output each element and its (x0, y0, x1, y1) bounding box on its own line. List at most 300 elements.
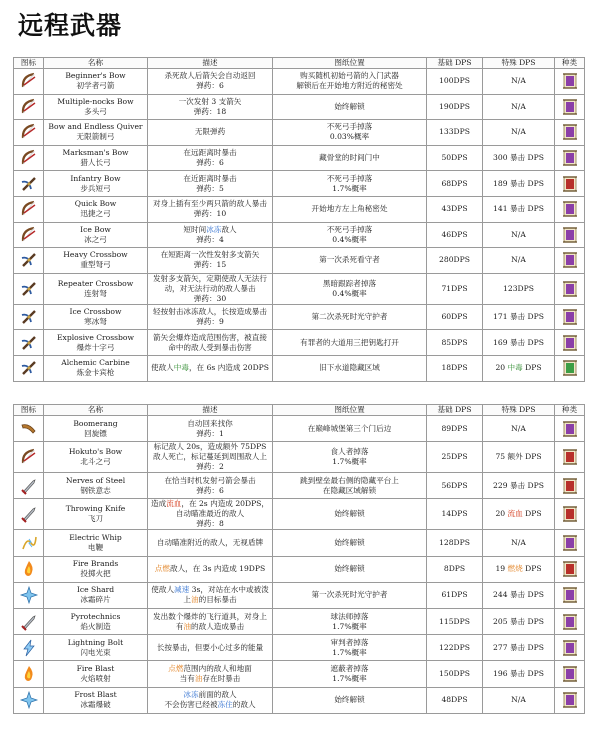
location-text: 遮蔽者掉落 (330, 663, 369, 673)
weapon-icon-cell (14, 416, 44, 442)
description-text: 冰冻 (206, 224, 222, 234)
special-dps-cell (483, 608, 555, 634)
kind-cell (555, 473, 585, 499)
blueprint-location-cell (273, 530, 427, 556)
location-line (275, 612, 424, 622)
special-dps-text: 229 暴击 DPS (493, 480, 544, 490)
location-line (275, 564, 424, 574)
location-line (275, 102, 424, 112)
description-text: 不会伤害已经被 (164, 700, 218, 710)
weapon-icon-cell (14, 273, 44, 304)
knife-weapon-icon (14, 612, 43, 632)
special-dps-text: N/A (511, 101, 526, 111)
weapon-description-cell (148, 273, 273, 304)
special-dps-text: 189 暴击 DPS (493, 178, 544, 188)
location-text: 在巅峰城堡第三个门后边 (307, 423, 392, 433)
weapon-english-name: Multiple-nocks Bow (57, 96, 134, 106)
ranged-weapons-table-2 (13, 404, 585, 714)
blueprint-location-cell (273, 661, 427, 687)
special-dps-text: N/A (511, 229, 526, 239)
description-text: 存在时暴击 (202, 673, 241, 683)
location-text: 1.7%概率 (332, 647, 367, 657)
weapon-name-cell (44, 687, 148, 713)
weapon-description-cell (148, 304, 273, 330)
weapon-english-name: Quick Bow (74, 199, 117, 209)
kind-cell (555, 355, 585, 381)
blueprint-scroll-icon (555, 199, 584, 219)
description-line (150, 643, 270, 653)
description-text: 一次发射 3 支箭矢 (178, 96, 242, 106)
weapon-chinese-name: 连射弩 (84, 288, 107, 298)
special-dps-cell (483, 556, 555, 582)
blueprint-location-cell (273, 304, 427, 330)
special-dps-cell (483, 330, 555, 356)
weapon-name-cell (44, 196, 148, 222)
weapon-name-cell (44, 635, 148, 661)
description-text: 的敌人 (232, 700, 256, 710)
blueprint-scroll-icon (555, 358, 584, 378)
blueprint-scroll-icon (555, 612, 584, 632)
kind-cell (555, 273, 585, 304)
weapon-name-cell (44, 171, 148, 197)
description-line (150, 419, 270, 429)
weapon-english-name: Infantry Bow (70, 173, 121, 183)
weapon-description-cell (148, 442, 273, 473)
kind-cell (555, 196, 585, 222)
description-text: 敌人 (221, 224, 237, 234)
weapon-english-name: Repeater Crossbow (57, 278, 134, 288)
weapon-description-cell (148, 248, 273, 274)
kind-cell (555, 248, 585, 274)
description-line (150, 486, 270, 496)
weapon-chinese-name: 炼金卡宾枪 (76, 368, 115, 378)
description-line (150, 209, 270, 219)
special-dps-cell (483, 171, 555, 197)
location-line (275, 695, 424, 705)
weapon-chinese-name: 多头弓 (84, 106, 107, 116)
location-text: 0.03%概率 (329, 132, 370, 142)
weapon-chinese-name: 投掷火把 (80, 569, 111, 579)
description-line (150, 595, 270, 605)
location-text: 0.4%概率 (332, 234, 367, 244)
description-text: 范围内的敌人和地面 (183, 663, 252, 673)
location-line (275, 153, 424, 163)
special-dps-text: N/A (511, 695, 526, 705)
weapon-description-cell (148, 196, 273, 222)
table-row (14, 273, 585, 304)
description-line (150, 107, 270, 117)
blueprint-location-cell (273, 608, 427, 634)
header-description: 描述 (148, 58, 273, 69)
description-text: 弹药：10 (193, 209, 227, 219)
table-row (14, 416, 585, 442)
description-text: 油 (191, 595, 199, 605)
weapon-english-name: Hokuto's Bow (68, 447, 123, 457)
kind-cell (555, 556, 585, 582)
description-text: 无限弹药 (194, 127, 226, 137)
weapon-icon-cell (14, 530, 44, 556)
location-line (275, 424, 424, 434)
base-dps-cell: 43DPS (427, 196, 483, 222)
special-dps-cell (483, 442, 555, 473)
location-text: 第二次杀死时光守护者 (311, 312, 388, 322)
kind-cell (555, 608, 585, 634)
weapon-icon-cell (14, 473, 44, 499)
weapon-name-cell (44, 94, 148, 120)
description-line (150, 442, 270, 452)
special-dps-cell (483, 69, 555, 95)
location-text: 0.4%概率 (332, 288, 367, 298)
weapon-icon-cell (14, 635, 44, 661)
description-line (150, 333, 270, 343)
special-dps-cell (483, 94, 555, 120)
description-line (150, 199, 270, 209)
special-dps-text: 196 暴击 DPS (493, 668, 544, 678)
location-text: 购买随机初始弓箭的入门武器 (300, 71, 399, 81)
location-text: 始终解锁 (334, 509, 365, 519)
weapon-icon-cell (14, 661, 44, 687)
table-row (14, 94, 585, 120)
special-dps-text: 中毒 (507, 363, 523, 373)
location-line (275, 71, 424, 81)
description-text: ，在 2s 内造成 20DPS， (181, 499, 269, 509)
description-line (150, 452, 270, 462)
blueprint-scroll-icon (555, 476, 584, 496)
base-dps-cell: 122DPS (427, 635, 483, 661)
blueprint-location-cell (273, 442, 427, 473)
base-dps-cell: 8DPS (427, 556, 483, 582)
weapon-chinese-name: 猎人长弓 (80, 158, 111, 168)
base-dps-cell: 115DPS (427, 608, 483, 634)
location-text: 解锁后在开始地方附近的秘密处 (296, 81, 403, 91)
description-text: 点燃 (168, 663, 184, 673)
table-row (14, 442, 585, 473)
kind-cell (555, 330, 585, 356)
weapon-english-name: Marksman's Bow (62, 148, 129, 158)
description-line (150, 158, 270, 168)
weapon-icon-cell (14, 608, 44, 634)
table-row (14, 145, 585, 171)
weapon-description-cell (148, 608, 273, 634)
description-text: 冰冻 (183, 690, 199, 700)
weapon-chinese-name: 爆炸十字弓 (76, 342, 115, 352)
blueprint-scroll-icon (555, 148, 584, 168)
description-line (150, 622, 270, 632)
kind-cell (555, 69, 585, 95)
table-row (14, 330, 585, 356)
description-line (150, 538, 270, 548)
weapon-icon-cell (14, 304, 44, 330)
location-text: 第一次杀死看守者 (319, 255, 380, 265)
weapon-description-cell (148, 499, 273, 530)
weapon-chinese-name: 北斗之弓 (80, 457, 111, 467)
location-line (275, 486, 424, 496)
kind-cell (555, 582, 585, 608)
weapon-description-cell (148, 635, 273, 661)
special-dps-cell (483, 355, 555, 381)
special-dps-cell (483, 473, 555, 499)
header-blueprint-location: 图纸位置 (273, 58, 427, 69)
base-dps-cell: 61DPS (427, 582, 483, 608)
table-row (14, 473, 585, 499)
blueprint-location-cell (273, 499, 427, 530)
weapon-name-cell (44, 273, 148, 304)
table-row (14, 661, 585, 687)
location-text: 1.7%概率 (332, 673, 367, 683)
special-dps-text: 燃烧 (507, 564, 523, 574)
description-line (150, 564, 270, 574)
weapon-chinese-name: 火焰喷射 (80, 673, 111, 683)
weapon-name-cell (44, 473, 148, 499)
location-line (275, 538, 424, 548)
weapon-description-cell (148, 94, 273, 120)
table-header-row (14, 58, 585, 69)
special-dps-cell (483, 687, 555, 713)
location-text: 始终解锁 (334, 695, 365, 705)
page-title: 远程武器 (18, 11, 123, 40)
description-text: 标记敌人 20s，造成额外 75DPS (153, 442, 267, 452)
description-text: 使敌人 (151, 363, 174, 373)
description-text: 弹药：1 (196, 428, 224, 438)
location-text: 黑暗跟踪者掉落 (322, 278, 377, 288)
description-text: 对身上插有至少两只箭的敌人暴击 (153, 199, 267, 209)
weapon-name-cell (44, 442, 148, 473)
base-dps-cell: 89DPS (427, 416, 483, 442)
special-dps-cell (483, 635, 555, 661)
base-dps-cell: 85DPS (427, 330, 483, 356)
blueprint-scroll-icon (555, 419, 584, 439)
blueprint-scroll-icon (555, 638, 584, 658)
description-text: 在近距离时暴击 (183, 173, 237, 183)
location-line (275, 509, 424, 519)
table-header-row (14, 405, 585, 416)
base-dps-cell: 25DPS (427, 442, 483, 473)
special-dps-cell (483, 196, 555, 222)
weapon-icon-cell (14, 222, 44, 248)
table-row (14, 608, 585, 634)
description-text: 弹药：6 (196, 485, 224, 495)
blueprint-location-cell (273, 248, 427, 274)
table-row (14, 499, 585, 530)
blueprint-location-cell (273, 120, 427, 146)
header-special-dps: 特殊 DPS (483, 58, 555, 69)
blueprint-scroll-icon (555, 71, 584, 91)
description-text: 自动瞄准最近的敌人 (175, 509, 245, 519)
base-dps-cell: 150DPS (427, 661, 483, 687)
kind-cell (555, 416, 585, 442)
description-text: 短时间 (183, 224, 207, 234)
description-line (150, 174, 270, 184)
special-dps-text: 19 (495, 564, 508, 574)
weapon-english-name: Lightning Bolt (67, 637, 124, 647)
description-line (150, 307, 270, 317)
header-base-dps: 基础 DPS (427, 405, 483, 416)
description-line (150, 462, 270, 472)
weapon-name-cell (44, 330, 148, 356)
weapon-english-name: Ice Bow (80, 224, 111, 234)
weapon-name-cell (44, 499, 148, 530)
bow-weapon-icon (14, 122, 43, 142)
table-row (14, 69, 585, 95)
description-line (150, 148, 270, 158)
location-line (275, 312, 424, 322)
blueprint-scroll-icon (555, 664, 584, 684)
weapon-name-cell (44, 416, 148, 442)
weapon-name-cell (44, 608, 148, 634)
location-line (275, 174, 424, 184)
description-text: 在恰当时机发射弓箭会暴击 (164, 475, 256, 485)
crossbow-weapon-icon (14, 250, 43, 270)
description-text: 自动回来找你 (187, 418, 233, 428)
weapon-chinese-name: 冰之弓 (84, 234, 107, 244)
weapon-description-cell (148, 355, 273, 381)
weapon-icon-cell (14, 355, 44, 381)
kind-cell (555, 499, 585, 530)
kind-cell (555, 530, 585, 556)
table-row (14, 556, 585, 582)
whip-weapon-icon (14, 533, 43, 553)
blueprint-location-cell (273, 145, 427, 171)
weapon-name-cell (44, 582, 148, 608)
weapon-description-cell (148, 171, 273, 197)
special-dps-cell (483, 530, 555, 556)
location-line (275, 622, 424, 632)
weapon-icon-cell (14, 69, 44, 95)
description-line (150, 519, 270, 529)
kind-cell (555, 94, 585, 120)
weapon-description-cell (148, 69, 273, 95)
description-line (150, 476, 270, 486)
weapon-chinese-name: 回旋镖 (84, 428, 107, 438)
blueprint-location-cell (273, 196, 427, 222)
kind-cell (555, 145, 585, 171)
kind-cell (555, 635, 585, 661)
special-dps-text: 141 暴击 DPS (493, 204, 544, 214)
weapon-chinese-name: 闪电光束 (80, 647, 111, 657)
knife-weapon-icon (14, 476, 43, 496)
description-text: 弹药：4 (196, 234, 224, 244)
weapon-english-name: Ice Shard (76, 585, 115, 595)
weapon-english-name: Fire Brands (72, 559, 119, 569)
header-icon: 图标 (14, 58, 44, 69)
kind-cell (555, 442, 585, 473)
blueprint-scroll-icon (555, 97, 584, 117)
description-text: 在短距离一次性发射多支箭矢 (160, 250, 260, 260)
table-row (14, 687, 585, 713)
description-text: 冻住 (217, 700, 233, 710)
weapon-english-name: Beginner's Bow (65, 71, 126, 81)
location-line (275, 225, 424, 235)
description-line (150, 363, 270, 373)
blueprint-scroll-icon (555, 447, 584, 467)
base-dps-cell: 68DPS (427, 171, 483, 197)
table-row (14, 530, 585, 556)
blueprint-location-cell (273, 687, 427, 713)
description-text: 长按暴击，但要小心过多的能量 (156, 642, 264, 652)
weapon-description-cell (148, 530, 273, 556)
location-line (275, 122, 424, 132)
description-text: 动，对无法行动的敌人暴击 (164, 283, 256, 293)
header-blueprint-location: 图纸位置 (273, 405, 427, 416)
special-dps-cell (483, 416, 555, 442)
special-dps-text: N/A (511, 423, 526, 433)
weapon-chinese-name: 钢铁意志 (80, 485, 111, 495)
ice-weapon-icon (14, 690, 43, 710)
table-row (14, 355, 585, 381)
location-line (275, 184, 424, 194)
weapon-name-cell (44, 222, 148, 248)
weapon-icon-cell (14, 442, 44, 473)
special-dps-text: 流血 (507, 509, 523, 519)
special-dps-text: N/A (511, 127, 526, 137)
base-dps-cell: 133DPS (427, 120, 483, 146)
weapon-description-cell (148, 473, 273, 499)
description-text: 油 (194, 673, 203, 683)
weapon-icon-cell (14, 171, 44, 197)
weapon-chinese-name: 重型弩弓 (80, 260, 111, 270)
base-dps-cell: 46DPS (427, 222, 483, 248)
description-text: 弹药：6 (196, 81, 224, 91)
weapon-description-cell (148, 145, 273, 171)
weapon-chinese-name: 冰霜碎片 (80, 595, 111, 605)
location-line (275, 638, 424, 648)
special-dps-cell (483, 273, 555, 304)
weapon-icon-cell (14, 94, 44, 120)
location-text: 1.7%概率 (332, 621, 367, 631)
bow-weapon-icon (14, 447, 43, 467)
location-text: 第一次杀死时光守护者 (311, 590, 388, 600)
weapon-chinese-name: 电鞭 (87, 542, 104, 552)
header-base-dps: 基础 DPS (427, 58, 483, 69)
description-text: 弹药：9 (196, 317, 224, 327)
boomerang-weapon-icon (14, 419, 43, 439)
blueprint-scroll-icon (555, 279, 584, 299)
weapon-chinese-name: 冰霜爆破 (80, 700, 111, 710)
location-line (275, 81, 424, 91)
weapon-description-cell (148, 416, 273, 442)
weapon-english-name: Bow and Endless Quiver (48, 122, 143, 132)
weapon-description-cell (148, 330, 273, 356)
base-dps-cell: 18DPS (427, 355, 483, 381)
kind-cell (555, 222, 585, 248)
description-line (150, 274, 270, 284)
description-line (150, 509, 270, 519)
location-line (275, 132, 424, 142)
weapon-icon-cell (14, 248, 44, 274)
knife-weapon-icon (14, 504, 43, 524)
description-text: ，在 6s 内造成 20DPS (188, 363, 269, 373)
weapon-icon-cell (14, 196, 44, 222)
kind-cell (555, 120, 585, 146)
description-text: 3s，对站在水中或被泼 (189, 585, 269, 595)
blueprint-location-cell (273, 222, 427, 248)
weapon-name-cell (44, 145, 148, 171)
special-dps-text: 171 暴击 DPS (493, 312, 544, 322)
weapon-name-cell (44, 248, 148, 274)
special-dps-text: 75 额外 DPS (495, 452, 542, 462)
crossbow-weapon-icon (14, 307, 43, 327)
description-text: 弹药：18 (193, 106, 227, 116)
weapon-icon-cell (14, 120, 44, 146)
description-line (150, 612, 270, 622)
table-row (14, 582, 585, 608)
location-text: 有罪者的大道用三把钥匙打开 (300, 337, 399, 347)
location-line (275, 674, 424, 684)
description-line (150, 225, 270, 235)
description-line (150, 250, 270, 260)
location-text: 不死弓手掉落 (326, 173, 373, 183)
description-text: 发出数个爆炸的飞行道具，对身上 (153, 611, 267, 621)
